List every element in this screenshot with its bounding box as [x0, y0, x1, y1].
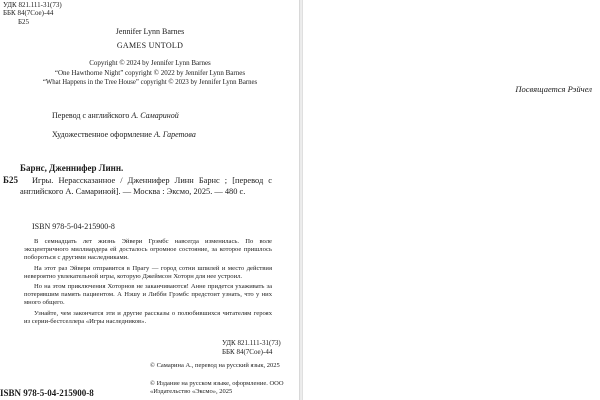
design-credit: [52, 130, 196, 140]
annotation-paragraph: На этот раз Эйвери отправится в Прагу — город сотни шпилей и место действия невероятно увлекательной игры, которую Джеймсон Хоторн для нее устроил.: [24, 264, 272, 280]
bbk-bottom: ББК 84(7Сое)-44: [222, 348, 273, 356]
author-original: Jennifer Lynn Barnes: [115, 27, 185, 36]
catalog-code: Б25: [3, 175, 18, 185]
designer-name: А. Гаретова: [153, 130, 196, 139]
copyright-line-2: “One Hawthorne Night” copyright © 2022 by Jennifer Lynn Barnes: [54, 69, 246, 77]
catalog-body: Игры. Нерассказанное / Дженнифер Линн Барнс ; [перевод с английского А. Самариной]. — Москва : Эксмо, 2025. — 480 с.: [20, 176, 272, 196]
copyright-line-3: “What Happens in the Tree House” copyright © 2023 by Jennifer Lynn Barnes: [42, 79, 258, 86]
translator-name: А. Самариной: [131, 111, 179, 120]
isbn-bottom: ISBN 978-5-04-215900-8: [0, 388, 94, 398]
translation-credit: [52, 111, 179, 121]
bottom-copyright-1: © Самарина А., перевод на русский язык, 2025: [150, 362, 280, 369]
bottom-copyright-2: © Издание на русском языке, оформление. ООО «Издательство «Эксмо», 2025: [150, 380, 284, 395]
code-top: Б25: [18, 18, 30, 26]
dedication: Посвящается Рэйчел: [515, 84, 592, 94]
annotation-paragraph: Узнайте, чем закончатся эти и другие рассказы о полюбившихся читателям героях из серии-бестселлера «Игры наследников».: [24, 309, 272, 325]
udk-bottom: УДК 821.111-31(73): [222, 339, 281, 347]
bbk-top: ББК 84(7Сое)-44: [3, 9, 54, 17]
title-original: GAMES UNTOLD: [116, 41, 184, 50]
copyright-line-1: Copyright © 2024 by Jennifer Lynn Barnes: [89, 59, 211, 67]
udk-top: УДК 821.111-31(73): [3, 1, 62, 9]
annotation-paragraph: Но на этом приключения Хоторнов не заканчиваются! Анне придется ухаживать за потерявшим память пациентом. А Нэшу и Либби Грэмбс предстоит узнать, что у них много общего.: [24, 283, 272, 307]
annotation-paragraph: В семнадцать лет жизнь Эйвери Грэмбс навсегда изменилась. По воле эксцентричного миллиардера ей досталось огромное состояние, за которое пришлось побороться с другими наследниками.: [24, 238, 272, 262]
catalog-heading: Барнс, Дженнифер Линн.: [20, 163, 124, 173]
design-prefix: Художественное оформление: [52, 130, 154, 139]
catalog-isbn: ISBN 978-5-04-215900-8: [32, 222, 115, 231]
translation-prefix: Перевод с английского: [52, 111, 132, 120]
annotation: [24, 238, 272, 326]
right-page: [303, 0, 600, 400]
